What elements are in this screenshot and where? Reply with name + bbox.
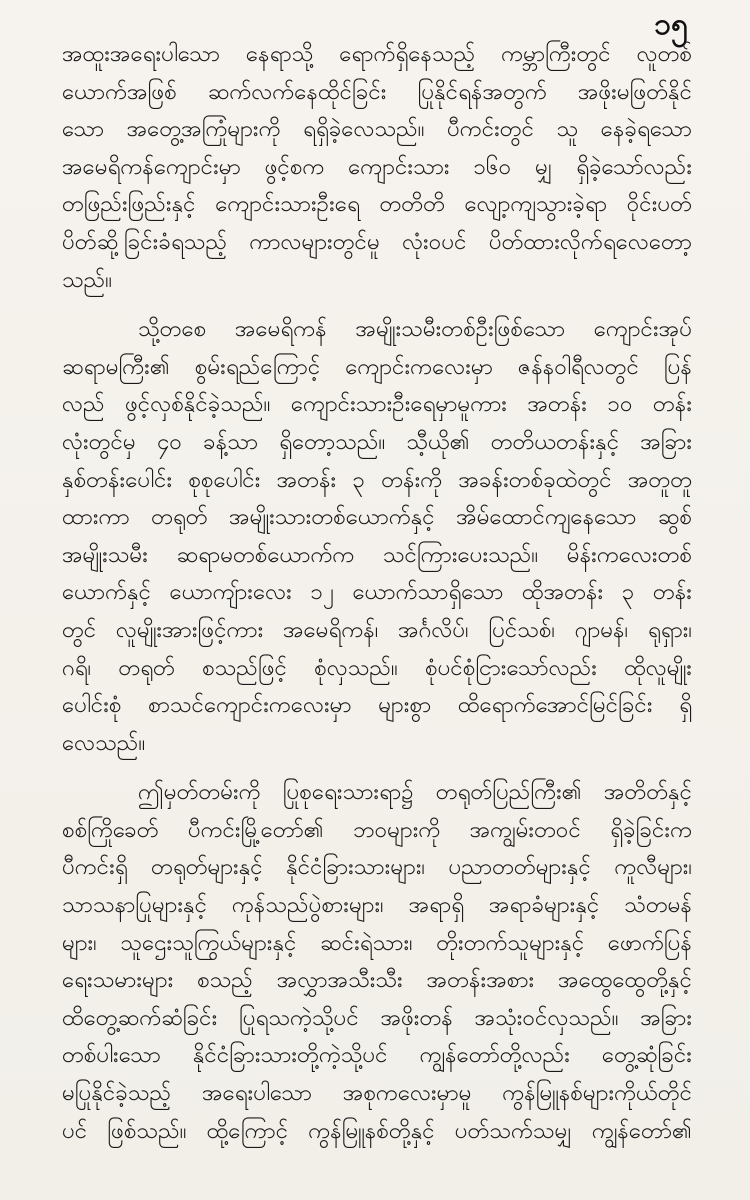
text-line: တွင် လူမျိုးအားဖြင့်ကား အမေရိကန်၊ အင်္ဂလိပ်၊ ပြင်သစ်၊ ဂျာမန်၊ ရုရှား၊ <box>62 616 692 643</box>
text-line: လုံးတွင်မှ ၄၀ ခန့်သာ ရှိတော့သည်။ သီ့ယို၏ တတိယတန်းနှင့် အခြား <box>62 428 692 455</box>
paragraph-1 <box>62 36 692 299</box>
text-line: ယောက်အဖြစ် ဆက်လက်နေထိုင်ခြင်း ပြုနိုင်ရန်အတွက် အဖိုးမဖြတ်နိုင် <box>62 78 692 105</box>
text-line: ဤမှတ်တမ်းကို ပြုစုရေးသားရာ၌ တရုတ်ပြည်ကြီး၏ အတိတ်နှင့် <box>138 779 692 806</box>
text-line: ရေးသမားများ စသည့် အလွှာအသီးသီး အတန်းအစား အထွေထွေတို့နှင့် <box>62 967 692 994</box>
text-line: များ၊ သူဌေးသူကြွယ်များနှင့် ဆင်းရဲသား၊ တိုးတက်သူများနှင့် ဖောက်ပြန် <box>62 929 692 956</box>
text-line: နှစ်တန်းပေါင်း စုစုပေါင်း အတန်း ၃ တန်းကို အခန်းတစ်ခုထဲတွင် အတူတူ <box>62 466 692 493</box>
text-line: ပိတ်ဆို့ခြင်းခံရသည့် ကာလများတွင်မူ လုံးဝပင် ပိတ်ထားလိုက်ရလေတော့ <box>62 228 692 255</box>
paragraph-3 <box>62 774 692 1150</box>
text-line: သို့တစေ အမေရိကန် အမျိုးသမီးတစ်ဦးဖြစ်သော ကျောင်းအုပ် <box>138 316 692 343</box>
text-line: ပေါင်းစုံ စာသင်ကျောင်းကလေးမှာ များစွာ ထိရောက်အောင်မြင်ခြင်း ရှိ <box>62 692 692 719</box>
text-line: သာသနာပြုများနှင့် ကုန်သည်ပွဲစားများ၊ အရာရှိ အရာခံများနှင့် သံတမန် <box>62 892 692 919</box>
text-line: သည်။ <box>62 266 113 293</box>
text-line: မပြုနိုင်ခဲ့သည့် အရေးပါသော အစုကလေးမှာမူ ကွန်မြူနစ်များကိုယ်တိုင် <box>62 1080 692 1107</box>
text-line: တဖြည်းဖြည်းနှင့် ကျောင်းသားဦးရေ တတိတိ လျော့ကျသွားခဲ့ရာ ဝိုင်းပတ် <box>62 191 692 218</box>
text-line: ထားကာ တရုတ် အမျိုးသားတစ်ယောက်နှင့် အိမ်ထောင်ကျနေသော ဆွစ် <box>62 504 692 531</box>
text-line: အထူးအရေးပါသော နေရာသို့ ရောက်ရှိနေသည့် ကမ္ဘာကြီးတွင် လူတစ် <box>62 41 692 67</box>
text-line: လေသည်။ <box>62 729 146 756</box>
text-line: ဂရိ၊ တရုတ် စသည်ဖြင့် စုံလှသည်။ စုံပင်စုံငြားသော်လည်း ထိုလူမျိုး <box>62 654 692 681</box>
body-text <box>62 36 692 1162</box>
page-number: ၁၅ <box>654 7 688 42</box>
text-line: ယောက်နှင့် ယောကျ်ားလေး ၁၂ ယောက်သာရှိသော ထိုအတန်း ၃ တန်း <box>62 579 692 606</box>
text-line: အမေရိကန်ကျောင်းမှာ ဖွင့်စက ကျောင်းသား ၁၆၀ မျှ ရှိခဲ့သော်လည်း <box>62 153 692 180</box>
text-line: ပင် ဖြစ်သည်။ ထို့ကြောင့် ကွန်မြူနစ်တို့နှင့် ပတ်သက်သမျှ ကျွန်တော်၏ <box>62 1117 692 1144</box>
text-line: ထိတွေ့ဆက်ဆံခြင်း ပြုရသကဲ့သို့ပင် အဖိုးတန် အသုံးဝင်လှသည်။ အခြား <box>62 1004 692 1031</box>
text-line: လည် ဖွင့်လှစ်နိုင်ခဲ့သည်။ ကျောင်းသားဦးရေမှာမူကား အတန်း ၁၀ တန်း <box>62 391 692 418</box>
text-line: ဆရာမကြီး၏ စွမ်းရည်ကြောင့် ကျောင်းကလေးမှာ ဇန်နဝါရီလတွင် ပြန် <box>62 353 692 380</box>
text-line: သော အတွေ့အကြုံများကို ရရှိခဲ့လေသည်။ ပီကင်းတွင် သူ နေခဲ့ရသော <box>62 116 692 143</box>
text-line: အမျိုးသမီး ဆရာမတစ်ယောက်က သင်ကြားပေးသည်။ မိန်းကလေးတစ် <box>62 541 692 568</box>
text-line: ပီကင်းရှိ တရုတ်များနှင့် နိုင်ငံခြားသားများ၊ ပညာတတ်များနှင့် ကူလီများ၊ <box>62 854 692 881</box>
text-line: စစ်ကြိုခေတ် ပီကင်းမြို့တော်၏ ဘဝများကို အကျွမ်းတဝင် ရှိခဲ့ခြင်းက <box>62 816 692 843</box>
paragraph-2 <box>62 311 692 762</box>
text-line: တစ်ပါးသော နိုင်ငံခြားသားတို့ကဲ့သို့ပင် ကျွန်တော်တို့လည်း တွေ့ဆုံခြင်း <box>62 1042 692 1069</box>
